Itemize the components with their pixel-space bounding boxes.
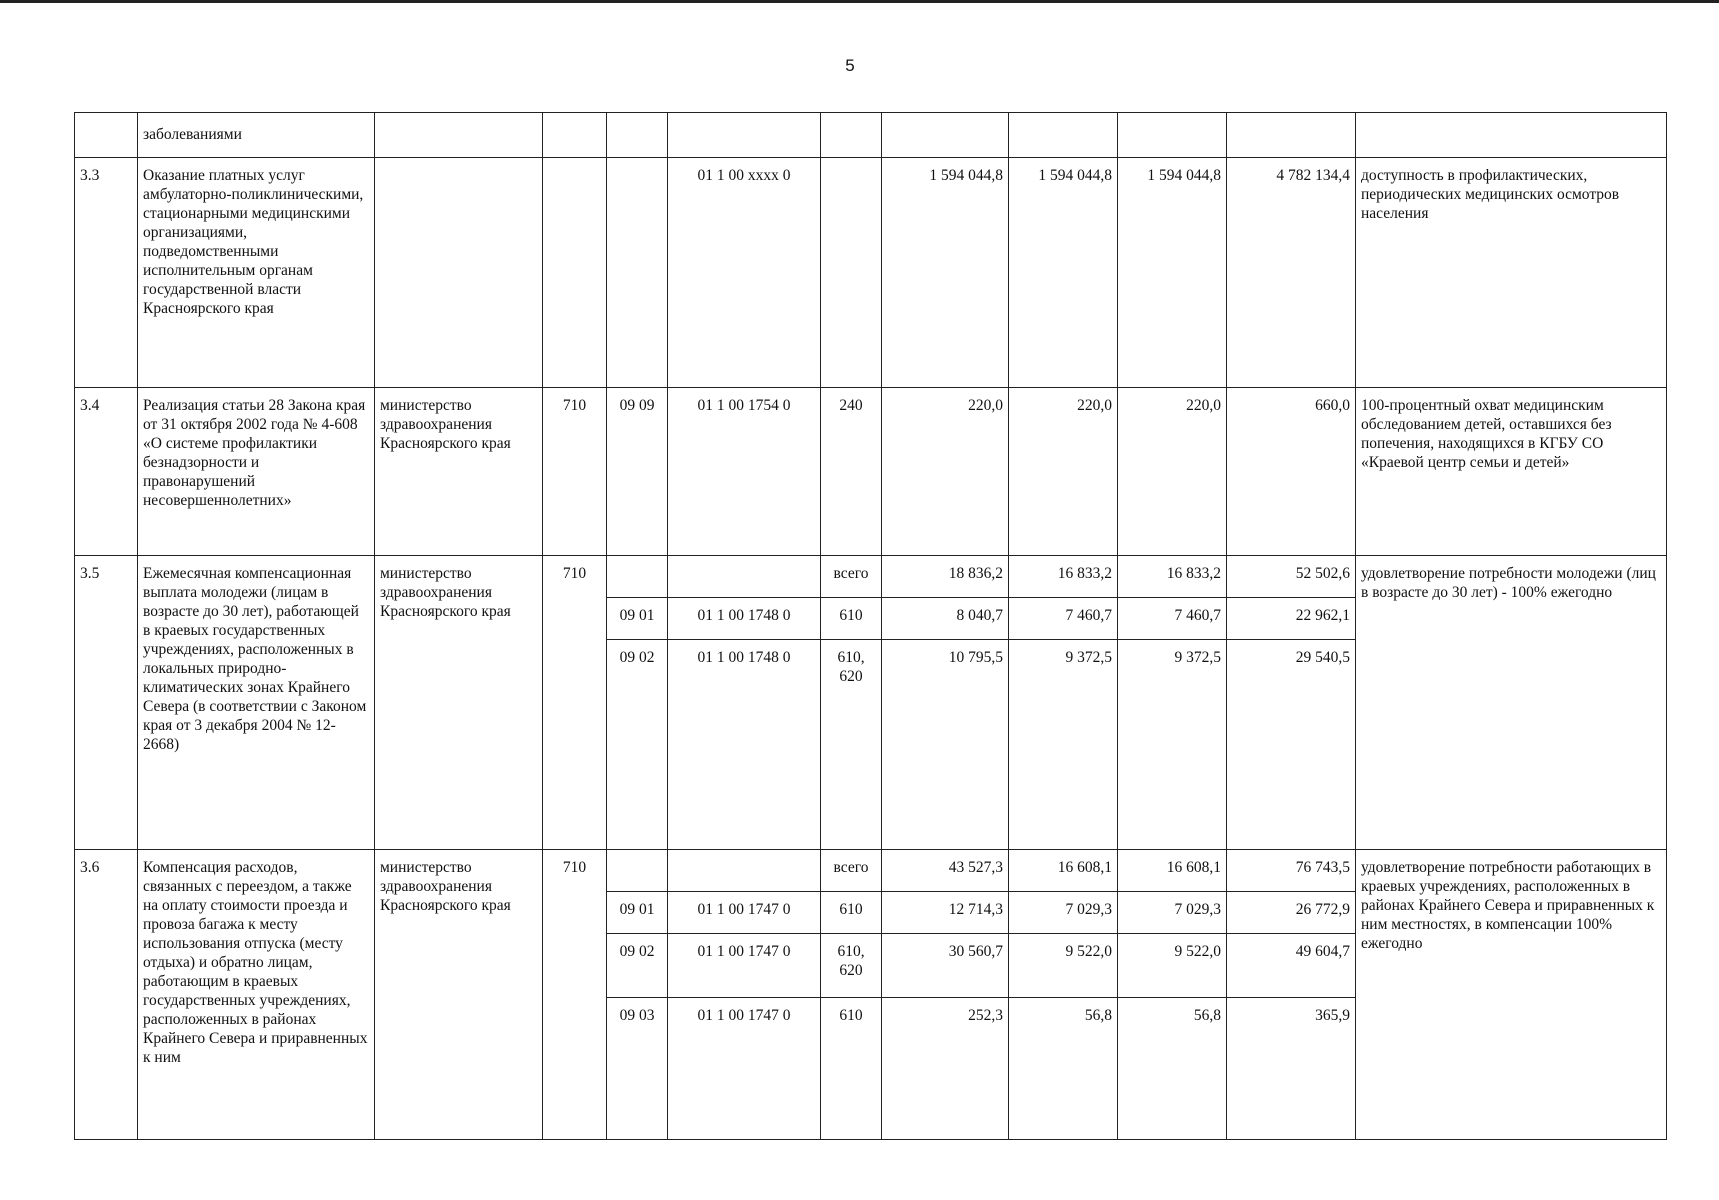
cell-vr: 610, 620 xyxy=(821,934,882,998)
top-border xyxy=(0,0,1719,3)
cell-result: доступность в профилактических, периодических медицинских осмотров населения xyxy=(1356,158,1667,388)
cell-vr xyxy=(821,158,882,388)
cell-csr: 01 1 00 1747 0 xyxy=(668,934,821,998)
cell-rzpr xyxy=(607,556,668,598)
cell-year3: 220,0 xyxy=(1118,388,1227,556)
cell-total: 49 604,7 xyxy=(1227,934,1356,998)
cell-num: 3.4 xyxy=(75,388,138,556)
cell-total: 76 743,5 xyxy=(1227,850,1356,892)
cell-year1: 43 527,3 xyxy=(882,850,1009,892)
cell-year2: 9 372,5 xyxy=(1009,640,1118,850)
cell-rzpr: 09 09 xyxy=(607,388,668,556)
cell-year2: 9 522,0 xyxy=(1009,934,1118,998)
cell-result: 100-процентный охват медицинским обследованием детей, оставшихся без попечения, находящихся в КГБУ СО «Краевой центр семьи и детей» xyxy=(1356,388,1667,556)
cell-csr: 01 1 00 1748 0 xyxy=(668,598,821,640)
cell-vr: 610 xyxy=(821,892,882,934)
cell-csr: 01 1 00 1754 0 xyxy=(668,388,821,556)
cell-csr: 01 1 00 1748 0 xyxy=(668,640,821,850)
cell-vr: всего xyxy=(821,850,882,892)
program-activities-table xyxy=(74,112,1667,1140)
cell-grbs: 710 xyxy=(543,388,607,556)
cell-rzpr: 09 01 xyxy=(607,892,668,934)
cell-name: Ежемесячная компенсационная выплата молодежи (лицам в возрасте до 30 лет), работающей в краевых государственных учреждениях, расположенных в локальных природно-климатических зонах Крайнего Севера (в соответствии с Законом края от 3 декабря 2004 № 12-2668) xyxy=(138,556,375,850)
cell-num: 3.3 xyxy=(75,158,138,388)
cell-rzpr: 09 01 xyxy=(607,598,668,640)
cell-year1: 8 040,7 xyxy=(882,598,1009,640)
table-row-3-3 xyxy=(75,158,1667,388)
cell-vr: всего xyxy=(821,556,882,598)
cell-year1: 12 714,3 xyxy=(882,892,1009,934)
table-row-3-4 xyxy=(75,388,1667,556)
cell-vr: 610, 620 xyxy=(821,640,882,850)
cell-year3: 7 029,3 xyxy=(1118,892,1227,934)
cell-year2: 16 833,2 xyxy=(1009,556,1118,598)
cell-vr: 240 xyxy=(821,388,882,556)
cell-ministry xyxy=(375,158,543,388)
cell-rzpr: 09 02 xyxy=(607,934,668,998)
cell-rzpr: 09 02 xyxy=(607,640,668,850)
cell-total: 22 962,1 xyxy=(1227,598,1356,640)
cell-year1: 220,0 xyxy=(882,388,1009,556)
cell-year2: 220,0 xyxy=(1009,388,1118,556)
table-row-3-5 xyxy=(75,556,1667,598)
cell-num: 3.5 xyxy=(75,556,138,850)
cell-csr xyxy=(668,850,821,892)
cell-total: 4 782 134,4 xyxy=(1227,158,1356,388)
cell-year2: 56,8 xyxy=(1009,998,1118,1140)
cell-year3: 7 460,7 xyxy=(1118,598,1227,640)
cell-year1: 10 795,5 xyxy=(882,640,1009,850)
cell-year3: 9 522,0 xyxy=(1118,934,1227,998)
cell-total: 660,0 xyxy=(1227,388,1356,556)
cell-total: 365,9 xyxy=(1227,998,1356,1140)
cell-grbs xyxy=(543,158,607,388)
cell-rzpr xyxy=(607,158,668,388)
page-number: 5 xyxy=(845,56,855,75)
cell-csr xyxy=(668,556,821,598)
cell-year2: 1 594 044,8 xyxy=(1009,158,1118,388)
cell-result: удовлетворение потребности молодежи (лиц в возрасте до 30 лет) - 100% ежегодно xyxy=(1356,556,1667,850)
cell-year1: 18 836,2 xyxy=(882,556,1009,598)
cell-name: заболеваниями xyxy=(138,113,375,158)
cell-name: Оказание платных услуг амбулаторно-поликлиническими, стационарными медицинскими организациями, подведомственными исполнительным органам государственной власти Красноярского края xyxy=(138,158,375,388)
cell-year1: 30 560,7 xyxy=(882,934,1009,998)
cell-num xyxy=(75,113,138,158)
cell-ministry: министерство здравоохранения Красноярского края xyxy=(375,850,543,1140)
cell-vr: 610 xyxy=(821,598,882,640)
cell-year2: 7 460,7 xyxy=(1009,598,1118,640)
table-row-3-6 xyxy=(75,850,1667,892)
cell-grbs: 710 xyxy=(543,556,607,850)
table-row-continuation xyxy=(75,113,1667,158)
cell-num: 3.6 xyxy=(75,850,138,1140)
cell-result: удовлетворение потребности работающих в краевых учреждениях, расположенных в районах Крайнего Севера и приравненных к ним местностях, в компенсации 100% ежегодно xyxy=(1356,850,1667,1140)
cell-ministry: министерство здравоохранения Красноярского края xyxy=(375,388,543,556)
cell-year3: 1 594 044,8 xyxy=(1118,158,1227,388)
cell-total: 26 772,9 xyxy=(1227,892,1356,934)
cell-total: 29 540,5 xyxy=(1227,640,1356,850)
cell-vr: 610 xyxy=(821,998,882,1140)
cell-year1: 1 594 044,8 xyxy=(882,158,1009,388)
cell-year3: 56,8 xyxy=(1118,998,1227,1140)
cell-grbs: 710 xyxy=(543,850,607,1140)
cell-csr: 01 1 00 1747 0 xyxy=(668,892,821,934)
cell-name: Компенсация расходов, связанных с переездом, а также на оплату стоимости проезда и провоза багажа к месту использования отпуска (месту отдыха) и обратно лицам, работающим в краевых государственных учреждениях, расположенных в районах Крайнего Севера и приравненных к ним xyxy=(138,850,375,1140)
cell-rzpr: 09 03 xyxy=(607,998,668,1140)
cell-year3: 16 833,2 xyxy=(1118,556,1227,598)
cell-ministry: министерство здравоохранения Красноярского края xyxy=(375,556,543,850)
cell-csr: 01 1 00 хххх 0 xyxy=(668,158,821,388)
cell-year3: 16 608,1 xyxy=(1118,850,1227,892)
cell-year1: 252,3 xyxy=(882,998,1009,1140)
cell-year2: 7 029,3 xyxy=(1009,892,1118,934)
cell-rzpr xyxy=(607,850,668,892)
cell-total: 52 502,6 xyxy=(1227,556,1356,598)
cell-name: Реализация статьи 28 Закона края от 31 октября 2002 года № 4-608 «О системе профилактики безнадзорности и правонарушений несовершеннолетних» xyxy=(138,388,375,556)
cell-csr: 01 1 00 1747 0 xyxy=(668,998,821,1140)
cell-year3: 9 372,5 xyxy=(1118,640,1227,850)
cell-year2: 16 608,1 xyxy=(1009,850,1118,892)
